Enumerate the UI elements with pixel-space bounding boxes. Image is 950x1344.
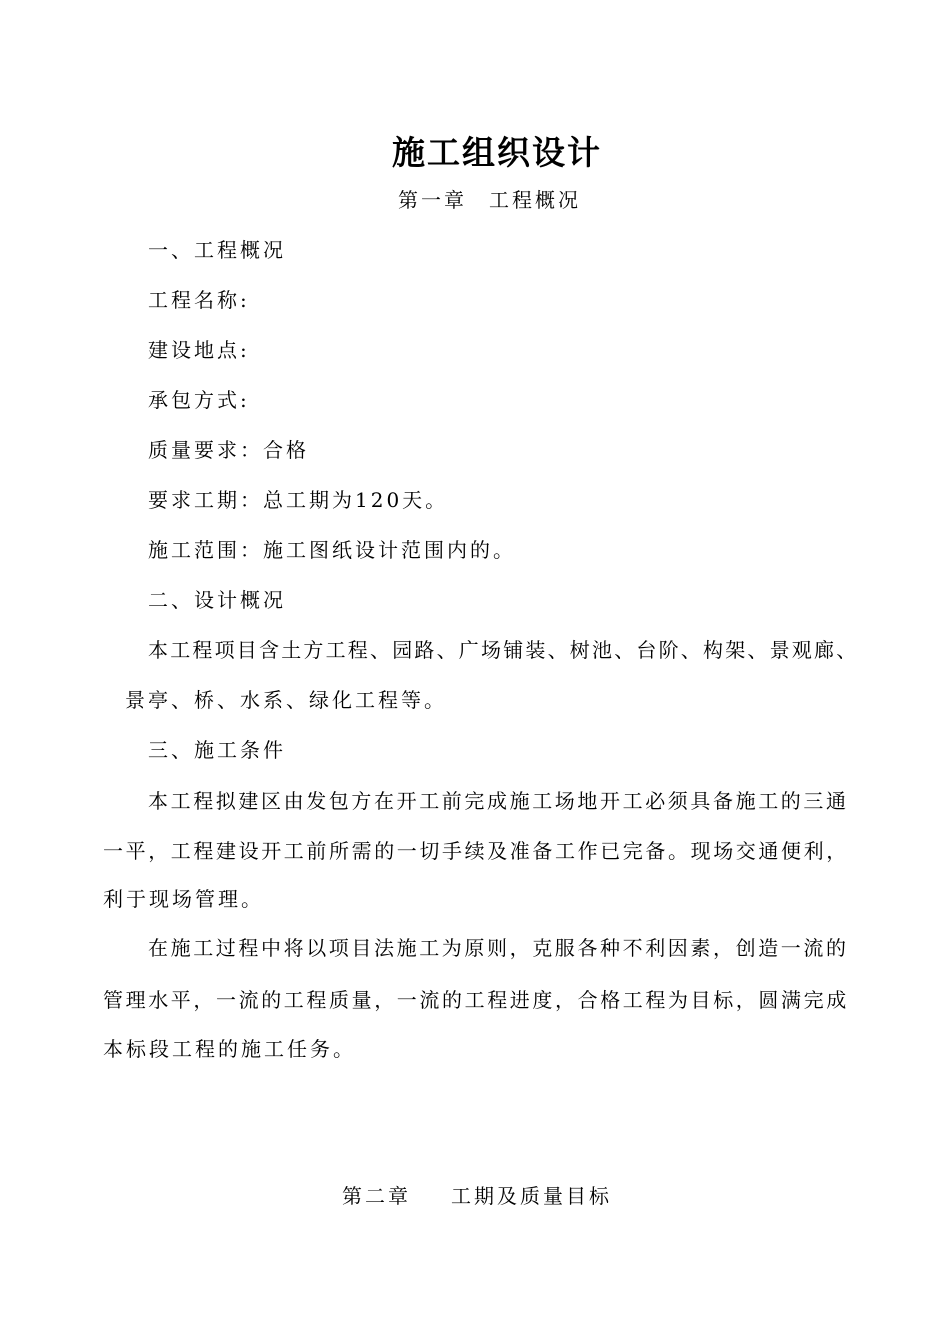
field-contract-mode: 承包方式:: [148, 388, 250, 412]
field-quality: 质量要求：合格: [148, 438, 309, 462]
paragraph-line: 管理水平，一流的工程质量，一流的工程进度，合格工程为目标，圆满完成: [103, 988, 849, 1012]
paragraph-line: 利于现场管理。: [103, 887, 264, 911]
paragraph-line: 一平，工程建设开工前所需的一切手续及准备工作已完备。现场交通便利，: [103, 839, 849, 863]
paragraph-line: 本工程拟建区由发包方在开工前完成施工场地开工必须具备施工的三通: [148, 789, 849, 813]
section-heading-design: 二、设计概况: [148, 588, 286, 612]
chapter-heading-2: [342, 1181, 612, 1211]
field-scope: 施工范围：施工图纸设计范围内的。: [148, 538, 516, 562]
section-heading-overview: 一、工程概况: [148, 238, 286, 262]
field-location: 建设地点:: [148, 338, 250, 362]
field-project-name: 工程名称:: [148, 288, 250, 312]
paragraph-line: 在施工过程中将以项目法施工为原则，克服各种不利因素，创造一流的: [148, 936, 849, 960]
paragraph-line: 本工程项目含土方工程、园路、广场铺装、树池、台阶、构架、景观廊、: [148, 638, 859, 662]
chapter-heading-1: [398, 185, 581, 215]
field-duration: 要求工期：总工期为120天。: [148, 488, 449, 512]
chapter-name: 工期及质量目标: [451, 1184, 612, 1208]
paragraph-line: 本标段工程的施工任务。: [103, 1037, 356, 1061]
document-title: 施工组织设计: [392, 133, 602, 172]
chapter-number: 第二章: [342, 1184, 411, 1208]
section-heading-conditions: 三、施工条件: [148, 738, 286, 762]
paragraph-line: 景亭、桥、水系、绿化工程等。: [125, 688, 447, 712]
chapter-name: 工程概况: [489, 188, 581, 212]
chapter-number: 第一章: [398, 188, 467, 212]
